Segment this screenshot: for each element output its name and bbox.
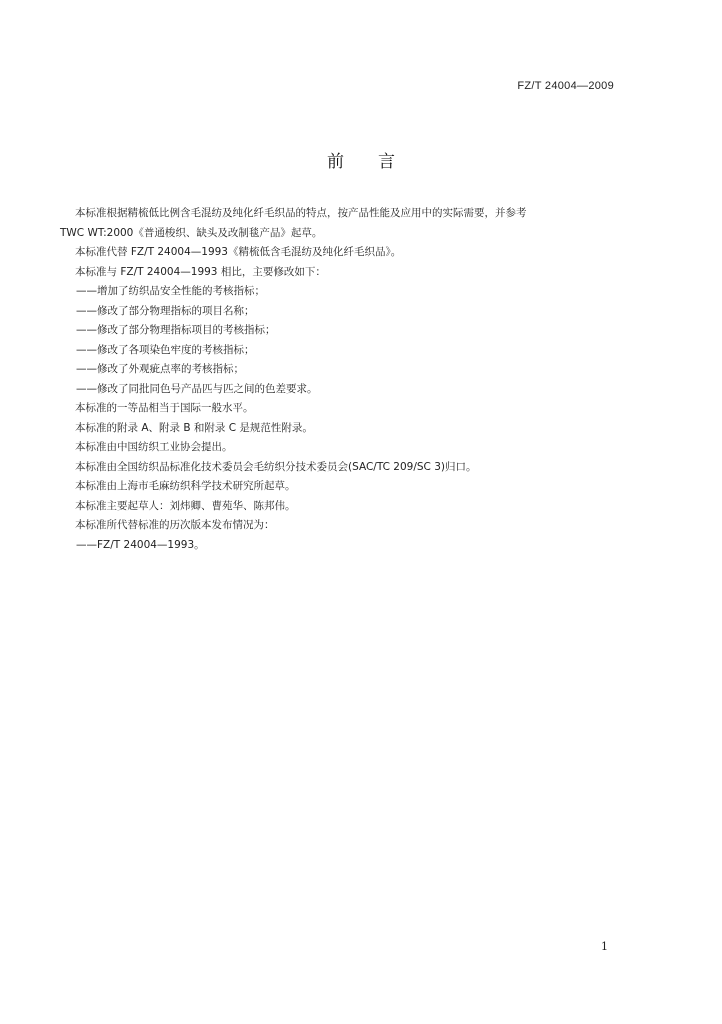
statement-paragraph: 本标准主要起草人：刘炜卿、曹苑华、陈邦伟。 — [75, 499, 296, 512]
statement-paragraph: 本标准由上海市毛麻纺织科学技术研究所起草。 — [75, 480, 296, 492]
statement-paragraph: 本标准所代替标准的历次版本发布情况为： — [75, 519, 275, 531]
change-item: ——增加了纺织品安全性能的考核指标； — [76, 285, 265, 297]
intro-line-1: 本标准根据精梳低比例含毛混纺及纯化纤毛织品的特点，按产品性能及应用中的实际需要，并参考 — [75, 207, 527, 219]
history-item: ——FZ/T 24004—1993。 — [76, 538, 205, 551]
statement-paragraph: 本标准由中国纺织工业协会提出。 — [75, 441, 233, 453]
statement-paragraph: 本标准的附录 A、附录 B 和附录 C 是规范性附录。 — [75, 421, 313, 434]
change-item: ——修改了外观疵点率的考核指标； — [76, 363, 244, 375]
changes-intro-paragraph: 本标准与 FZ/T 24004—1993 相比，主要修改如下： — [75, 265, 326, 278]
intro-paragraph — [60, 204, 632, 243]
change-item: ——修改了各项染色牢度的考核指标； — [76, 343, 255, 356]
change-item: ——修改了同批同色号产品匹与匹之间的色差要求。 — [76, 382, 318, 395]
foreword-body — [60, 204, 632, 555]
replaces-paragraph: 本标准代替 FZ/T 24004—1993《精梳低含毛混纺及纯化纤毛织品》。 — [75, 246, 402, 258]
page-number: 1 — [601, 940, 608, 953]
change-item: ——修改了部分物理指标项目的考核指标； — [76, 324, 276, 336]
page-title: 前言 — [327, 152, 429, 172]
standard-code-header: FZ/T 24004—2009 — [517, 80, 614, 92]
intro-line-2: TWC WT:2000《普通梭织、缺头及改制毯产品》起草。 — [60, 226, 323, 239]
statement-paragraph: 本标准的一等品相当于国际一般水平。 — [75, 402, 254, 414]
statement-paragraph: 本标准由全国纺织品标准化技术委员会毛纺织分技术委员会(SAC/TC 209/SC 3)归口。 — [75, 460, 477, 473]
change-item: ——修改了部分物理指标的项目名称； — [76, 304, 255, 317]
